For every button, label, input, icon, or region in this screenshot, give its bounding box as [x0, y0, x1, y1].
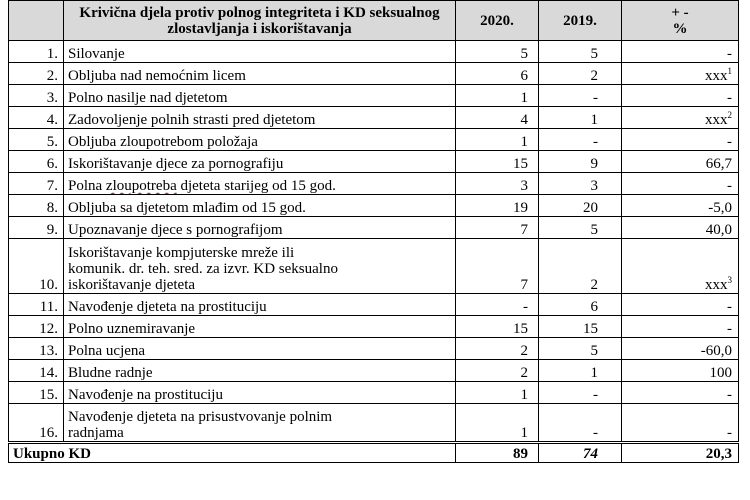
row-number: 16. — [9, 404, 64, 443]
offense-name-text: Navođenje na prostituciju — [68, 387, 223, 403]
row-offense-name — [64, 173, 456, 195]
header-change-top: + - — [671, 4, 689, 21]
header-2020: 2020. — [456, 1, 539, 41]
row-number: 14. — [9, 360, 64, 382]
change-value: 66,7 — [705, 156, 732, 172]
table-row — [9, 41, 739, 63]
table-row — [9, 404, 739, 443]
row-offense-name — [64, 360, 456, 382]
row-offense-name — [64, 382, 456, 404]
row-offense-name — [64, 338, 456, 360]
row-value-2020: 2 — [456, 338, 539, 360]
offense-name-line: radnjama — [68, 425, 124, 441]
row-value-2019: 6 — [539, 294, 622, 316]
offense-name-text: Obljuba nad nemoćnim licem — [68, 68, 246, 84]
row-offense-name — [64, 316, 456, 338]
header-2019: 2019. — [539, 1, 622, 41]
change-value: 40,0 — [705, 222, 732, 238]
row-number: 15. — [9, 382, 64, 404]
change-value: - — [727, 425, 732, 441]
offense-name-text: Bludne radnje — [68, 365, 153, 381]
row-number: 11. — [9, 294, 64, 316]
row-value-2019: 1 — [539, 107, 622, 129]
footnote-marker: 3 — [727, 275, 732, 285]
row-value-2019: - — [539, 129, 622, 151]
table-row — [9, 338, 739, 360]
row-value-2019: - — [539, 404, 622, 443]
total-label: Ukupno KD — [9, 443, 456, 463]
table-row — [9, 195, 739, 217]
row-value-2020: 1 — [456, 382, 539, 404]
offense-name-text: Zadovoljenje polnih strasti pred djetetom — [68, 112, 316, 128]
row-value-2019: 1 — [539, 360, 622, 382]
row-change-percent — [622, 85, 739, 107]
row-value-2019: - — [539, 382, 622, 404]
offense-name-part: Polna — [68, 178, 106, 194]
table-row — [9, 107, 739, 129]
row-value-2020: 15 — [456, 151, 539, 173]
header-title: Krivična djela protiv polnog integriteta i KD seksualnog zlostavljanja i iskorištavanja — [64, 1, 456, 41]
row-value-2020: 1 — [456, 404, 539, 443]
footnote-marker: 1 — [727, 66, 732, 76]
row-value-2020: 1 — [456, 85, 539, 107]
offense-name-line: Navođenje djeteta na prisustvovanje polnim — [68, 409, 333, 425]
offense-name-text: Polno uznemiravanje — [68, 321, 196, 337]
header-change-bottom: % — [672, 20, 688, 37]
row-change-percent — [622, 63, 739, 85]
table-row — [9, 217, 739, 239]
offense-name-line: Iskorištavanje kompjuterske mreže ili — [68, 245, 295, 261]
row-number: 1. — [9, 41, 64, 63]
row-value-2019: - — [539, 85, 622, 107]
crime-statistics-table — [8, 0, 739, 463]
offense-name-text: Obljuba zloupotrebom položaja — [68, 134, 258, 150]
row-number: 4. — [9, 107, 64, 129]
table-row — [9, 151, 739, 173]
row-change-percent — [622, 151, 739, 173]
table-row — [9, 382, 739, 404]
table-row — [9, 360, 739, 382]
crime-statistics-table-wrapper — [8, 0, 738, 463]
change-value: xxx — [705, 68, 728, 84]
change-value: - — [727, 178, 732, 194]
offense-name-text: Polna ucjena — [68, 343, 146, 359]
row-change-percent — [622, 382, 739, 404]
row-number: 6. — [9, 151, 64, 173]
row-value-2020: 4 — [456, 107, 539, 129]
row-value-2020: 2 — [456, 360, 539, 382]
header-change — [622, 1, 739, 41]
row-number: 9. — [9, 217, 64, 239]
row-value-2020: 1 — [456, 129, 539, 151]
row-number: 12. — [9, 316, 64, 338]
row-change-percent — [622, 239, 739, 294]
row-offense-name — [64, 294, 456, 316]
row-offense-name — [64, 151, 456, 173]
offense-name-line: iskorištavanje djeteta — [68, 277, 196, 293]
row-value-2019: 20 — [539, 195, 622, 217]
row-value-2019: 5 — [539, 217, 622, 239]
row-value-2020: 7 — [456, 239, 539, 294]
row-offense-name — [64, 217, 456, 239]
table-row — [9, 85, 739, 107]
row-number: 7. — [9, 173, 64, 195]
row-change-percent — [622, 195, 739, 217]
row-offense-name — [64, 195, 456, 217]
row-change-percent — [622, 338, 739, 360]
table-row — [9, 294, 739, 316]
row-value-2020: 7 — [456, 217, 539, 239]
row-change-percent — [622, 41, 739, 63]
row-change-percent — [622, 129, 739, 151]
row-change-percent — [622, 360, 739, 382]
row-offense-name — [64, 85, 456, 107]
row-value-2019: 15 — [539, 316, 622, 338]
table-row — [9, 173, 739, 195]
row-number: 8. — [9, 195, 64, 217]
change-value: - — [727, 299, 732, 315]
row-number: 3. — [9, 85, 64, 107]
change-value: -5,0 — [708, 200, 732, 216]
change-value: -60,0 — [700, 343, 732, 359]
row-value-2020: 3 — [456, 173, 539, 195]
footnote-marker: 2 — [727, 110, 732, 120]
offense-name-text: Navođenje djeteta na prostituciju — [68, 299, 267, 315]
row-value-2020: 5 — [456, 41, 539, 63]
row-value-2020: 15 — [456, 316, 539, 338]
row-value-2020: 19 — [456, 195, 539, 217]
total-2019: 74 — [539, 443, 622, 463]
change-value: - — [727, 387, 732, 403]
row-offense-name — [64, 129, 456, 151]
row-change-percent — [622, 107, 739, 129]
table-row — [9, 63, 739, 85]
row-value-2019: 2 — [539, 63, 622, 85]
change-value: xxx — [705, 277, 728, 293]
row-change-percent — [622, 294, 739, 316]
row-offense-name — [64, 41, 456, 63]
offense-name-line: komunik. dr. teh. sred. za izvr. KD seksualno — [68, 261, 338, 277]
change-value: - — [727, 90, 732, 106]
table-row — [9, 129, 739, 151]
row-number: 2. — [9, 63, 64, 85]
row-value-2019: 5 — [539, 41, 622, 63]
total-row — [9, 443, 739, 463]
row-value-2020: - — [456, 294, 539, 316]
change-value: xxx — [705, 112, 728, 128]
offense-name-text: Silovanje — [68, 46, 125, 62]
row-value-2020: 6 — [456, 63, 539, 85]
row-value-2019: 9 — [539, 151, 622, 173]
row-offense-name — [64, 404, 456, 443]
change-value: 100 — [709, 365, 732, 381]
change-value: - — [727, 321, 732, 337]
change-value: - — [727, 46, 732, 62]
spellcheck-word: zloupotreba — [105, 178, 177, 194]
row-number: 13. — [9, 338, 64, 360]
change-value: - — [727, 134, 732, 150]
table-row — [9, 239, 739, 294]
header-row — [9, 1, 739, 41]
offense-name-text: Upoznavanje djece s pornografijom — [68, 222, 283, 238]
offense-name-text: Iskorištavanje djece za pornografiju — [68, 156, 284, 172]
row-value-2019: 5 — [539, 338, 622, 360]
row-change-percent — [622, 217, 739, 239]
row-change-percent — [622, 173, 739, 195]
row-offense-name — [64, 107, 456, 129]
offense-name-text: Polno nasilje nad djetetom — [68, 90, 228, 106]
row-offense-name — [64, 239, 456, 294]
offense-name-part: djeteta starijeg od 15 god. — [176, 178, 336, 194]
row-change-percent — [622, 404, 739, 443]
row-value-2019: 2 — [539, 239, 622, 294]
total-2020: 89 — [456, 443, 539, 463]
table-row — [9, 316, 739, 338]
total-change: 20,3 — [622, 443, 739, 463]
offense-name-text: Obljuba sa djetetom mlađim od 15 god. — [68, 200, 306, 216]
row-change-percent — [622, 316, 739, 338]
header-blank — [9, 1, 64, 41]
row-value-2019: 3 — [539, 173, 622, 195]
row-number: 10. — [9, 239, 64, 294]
offense-name-text — [68, 178, 336, 194]
row-number: 5. — [9, 129, 64, 151]
row-offense-name — [64, 63, 456, 85]
